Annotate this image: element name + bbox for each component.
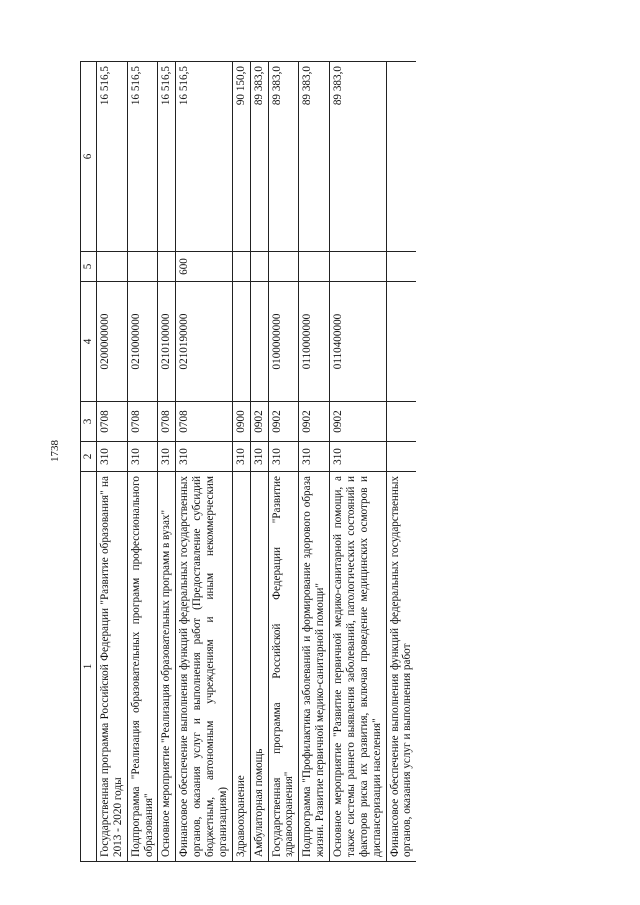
expense-type-code: [232, 252, 250, 282]
table-row-continued: [386, 62, 416, 862]
expense-type-code: [330, 252, 387, 282]
admin-code: 310: [299, 442, 330, 472]
row-description: Финансовое обеспечение выполнения функций федеральных государственных органов, оказания услуг и выполнения работ: [386, 472, 416, 862]
table-header-row: [81, 62, 97, 862]
target-article-code: 0210190000: [176, 282, 233, 402]
expense-type-code: [250, 252, 268, 282]
header-cell: 4: [81, 282, 97, 402]
admin-code: [386, 442, 416, 472]
section-code: 0708: [96, 402, 127, 442]
target-article-code: 0100000000: [268, 282, 299, 402]
amount: 89 383,0: [330, 62, 387, 252]
amount: 16 516,5: [127, 62, 158, 252]
section-code: 0708: [127, 402, 158, 442]
amount: 89 383,0: [250, 62, 268, 252]
row-description: Основное мероприятие "Развитие первичной медико-санитарной помощи, а также системы раннего выявления заболеваний, патологических состояний и факторов риска их развития, включая проведение медицинских осмотров и диспансеризации населения": [330, 472, 387, 862]
header-cell: 2: [81, 442, 97, 472]
expense-type-code: [386, 252, 416, 282]
header-cell: 1: [81, 472, 97, 862]
expense-type-code: [96, 252, 127, 282]
admin-code: 310: [330, 442, 387, 472]
table-row: [268, 62, 299, 862]
expense-type-code: [268, 252, 299, 282]
section-code: 0900: [232, 402, 250, 442]
header-cell: 5: [81, 252, 97, 282]
expense-type-code: [158, 252, 176, 282]
admin-code: 310: [250, 442, 268, 472]
section-code: 0902: [250, 402, 268, 442]
row-description: Подпрограмма "Профилактика заболеваний и формирование здорового образа жизни. Развитие первичной медико-санитарной помощи": [299, 472, 330, 862]
table-row: [330, 62, 387, 862]
target-article-code: [386, 282, 416, 402]
rotated-table-frame: [80, 62, 560, 862]
amount: [386, 62, 416, 252]
row-description: Государственная программа Российской Федерации "Развитие образования" на 2013 - 2020 годы: [96, 472, 127, 862]
target-article-code: [232, 282, 250, 402]
row-description: Подпрограмма "Реализация образовательных программ профессионального образования": [127, 472, 158, 862]
expense-type-code: [299, 252, 330, 282]
row-description: Основное мероприятие "Реализация образовательных программ в вузах": [158, 472, 176, 862]
row-description: Амбулаторная помощь: [250, 472, 268, 862]
row-description: Финансовое обеспечение выполнения функций федеральных государственных органов, оказания услуг и выполнения работ (Предоставление субсидий бюджетным, автономным учреждениям и иным некоммерческим организациям): [176, 472, 233, 862]
header-cell: 6: [81, 62, 97, 252]
table-row: [250, 62, 268, 862]
admin-code: 310: [268, 442, 299, 472]
target-article-code: 0200000000: [96, 282, 127, 402]
target-article-code: 0210100000: [158, 282, 176, 402]
header-cell: 3: [81, 402, 97, 442]
table-row: [176, 62, 233, 862]
expense-type-code: [127, 252, 158, 282]
section-code: 0708: [158, 402, 176, 442]
row-description: Здравоохранение: [232, 472, 250, 862]
amount: 90 150,0: [232, 62, 250, 252]
section-code: 0708: [176, 402, 233, 442]
expense-type-code: 600: [176, 252, 233, 282]
section-code: [386, 402, 416, 442]
target-article-code: 0210000000: [127, 282, 158, 402]
table-row: [127, 62, 158, 862]
amount: 89 383,0: [268, 62, 299, 252]
target-article-code: 0110000000: [299, 282, 330, 402]
target-article-code: [250, 282, 268, 402]
section-code: 0902: [330, 402, 387, 442]
table-row: [96, 62, 127, 862]
amount: 16 516,5: [176, 62, 233, 252]
amount: 16 516,5: [158, 62, 176, 252]
amount: 89 383,0: [299, 62, 330, 252]
section-code: 0902: [299, 402, 330, 442]
target-article-code: 0110400000: [330, 282, 387, 402]
admin-code: 310: [158, 442, 176, 472]
table-row: [158, 62, 176, 862]
budget-table: [80, 61, 416, 862]
admin-code: 310: [176, 442, 233, 472]
amount: 16 516,5: [96, 62, 127, 252]
admin-code: 310: [127, 442, 158, 472]
table-row: [232, 62, 250, 862]
section-code: 0902: [268, 402, 299, 442]
row-description: Государственная программа Российской Федерации "Развитие здравоохранения": [268, 472, 299, 862]
table-row: [299, 62, 330, 862]
page-number: 1738: [49, 440, 61, 462]
admin-code: 310: [232, 442, 250, 472]
admin-code: 310: [96, 442, 127, 472]
